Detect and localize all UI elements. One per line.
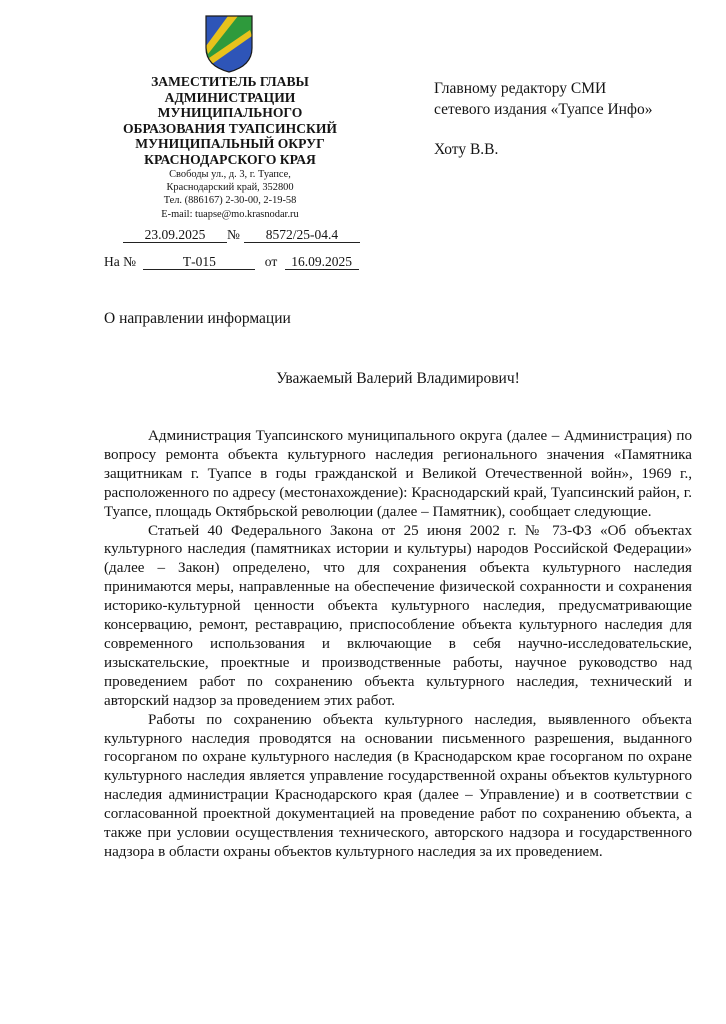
- sender-block: [104, 74, 356, 221]
- incoming-number: Т-015: [143, 254, 255, 270]
- email-line: E-mail: tuapse@mo.krasnodar.ru: [161, 208, 299, 220]
- outgoing-date: 23.09.2025: [123, 227, 227, 243]
- letter-greeting: Уважаемый Валерий Владимирович!: [276, 370, 520, 387]
- outgoing-number: 8572/25-04.4: [244, 227, 360, 243]
- from-label: от: [264, 254, 278, 269]
- body-paragraph: Администрация Туапсинского муниципального округа (далее – Администрация) по вопросу ремонта объекта культурного наследия регионального значения «Памятника защитникам г. Туапсе в годы гражданской и Великой Отечественной войн», 1969 г., расположенного по адресу (местонахождение): Краснодарский край, Туапсинский район, г. Туапсе, площадь Октябрьской революции (далее – Памятник), сообщает следующие.: [104, 428, 692, 520]
- org-name-line: МУНИЦИПАЛЬНОГО: [157, 105, 303, 121]
- coat-of-arms-icon: [204, 14, 254, 74]
- incoming-label: На №: [104, 254, 136, 269]
- org-name-line: КРАСНОДАРСКОГО КРАЯ: [144, 151, 316, 167]
- incoming-date: 16.09.2025: [285, 254, 359, 270]
- number-sign: №: [227, 227, 240, 242]
- body-paragraph: Работы по сохранению объекта культурного наследия, выявленного объекта культурного наследия проводятся на основании письменного разрешения, выданного госорганом по охране культурного наследия (в Краснодарском крае госорганом по охране культурного наследия является управление государственной охраны объектов культурного наследия администрации Краснодарского края (далее – Управление) и в соответствии с согласованной проектной документацией на проведение работ по сохранению объекта, а также при условии осуществления технического, авторского надзора и государственного надзора в области охраны объектов культурного наследия за их проведением.: [104, 711, 692, 860]
- recipient-block: [434, 78, 652, 160]
- org-name-line: ОБРАЗОВАНИЯ ТУАПСИНСКИЙ: [122, 120, 338, 136]
- letter-subject: О направлении информации: [104, 310, 291, 327]
- address-line: Свободы ул., д. 3, г. Туапсе,: [169, 168, 291, 180]
- org-name-line: ЗАМЕСТИТЕЛЬ ГЛАВЫ: [151, 74, 309, 89]
- letter-body: [104, 427, 692, 862]
- recipient-name: Хоту В.В.: [434, 141, 499, 158]
- org-name-line: АДМИНИСТРАЦИИ: [164, 89, 296, 105]
- body-paragraph: Статьей 40 Федерального Закона от 25 июня 2002 г. № 73-ФЗ «Об объектах культурного наследия (памятниках истории и культуры) народов Российской Федерации» (далее – Закон) определено, что для сохранения объекта культурного наследия принимаются меры, направленные на обеспечение физической сохранности и сохранения историко-культурной ценности объекта культурного наследия, предусматривающие консервацию, ремонт, реставрацию, приспособление объекта культурного наследия для современного использования и включающие в себя научно-исследовательские, изыскательские, проектные и производственные работы, научное руководство над проведением работ по сохранению объекта культурного наследия, технический и авторский надзор за проведением этих работ.: [104, 522, 692, 709]
- outgoing-registration: [123, 227, 360, 243]
- recipient-organization: сетевого издания «Туапсе Инфо»: [434, 101, 653, 118]
- address-line: Тел. (886167) 2-30-00, 2-19-58: [163, 195, 297, 207]
- incoming-registration: [104, 254, 359, 270]
- recipient-position: Главному редактору СМИ: [434, 80, 607, 97]
- org-name-line: МУНИЦИПАЛЬНЫЙ ОКРУГ: [135, 136, 325, 152]
- address-line: Краснодарский край, 352800: [166, 181, 294, 193]
